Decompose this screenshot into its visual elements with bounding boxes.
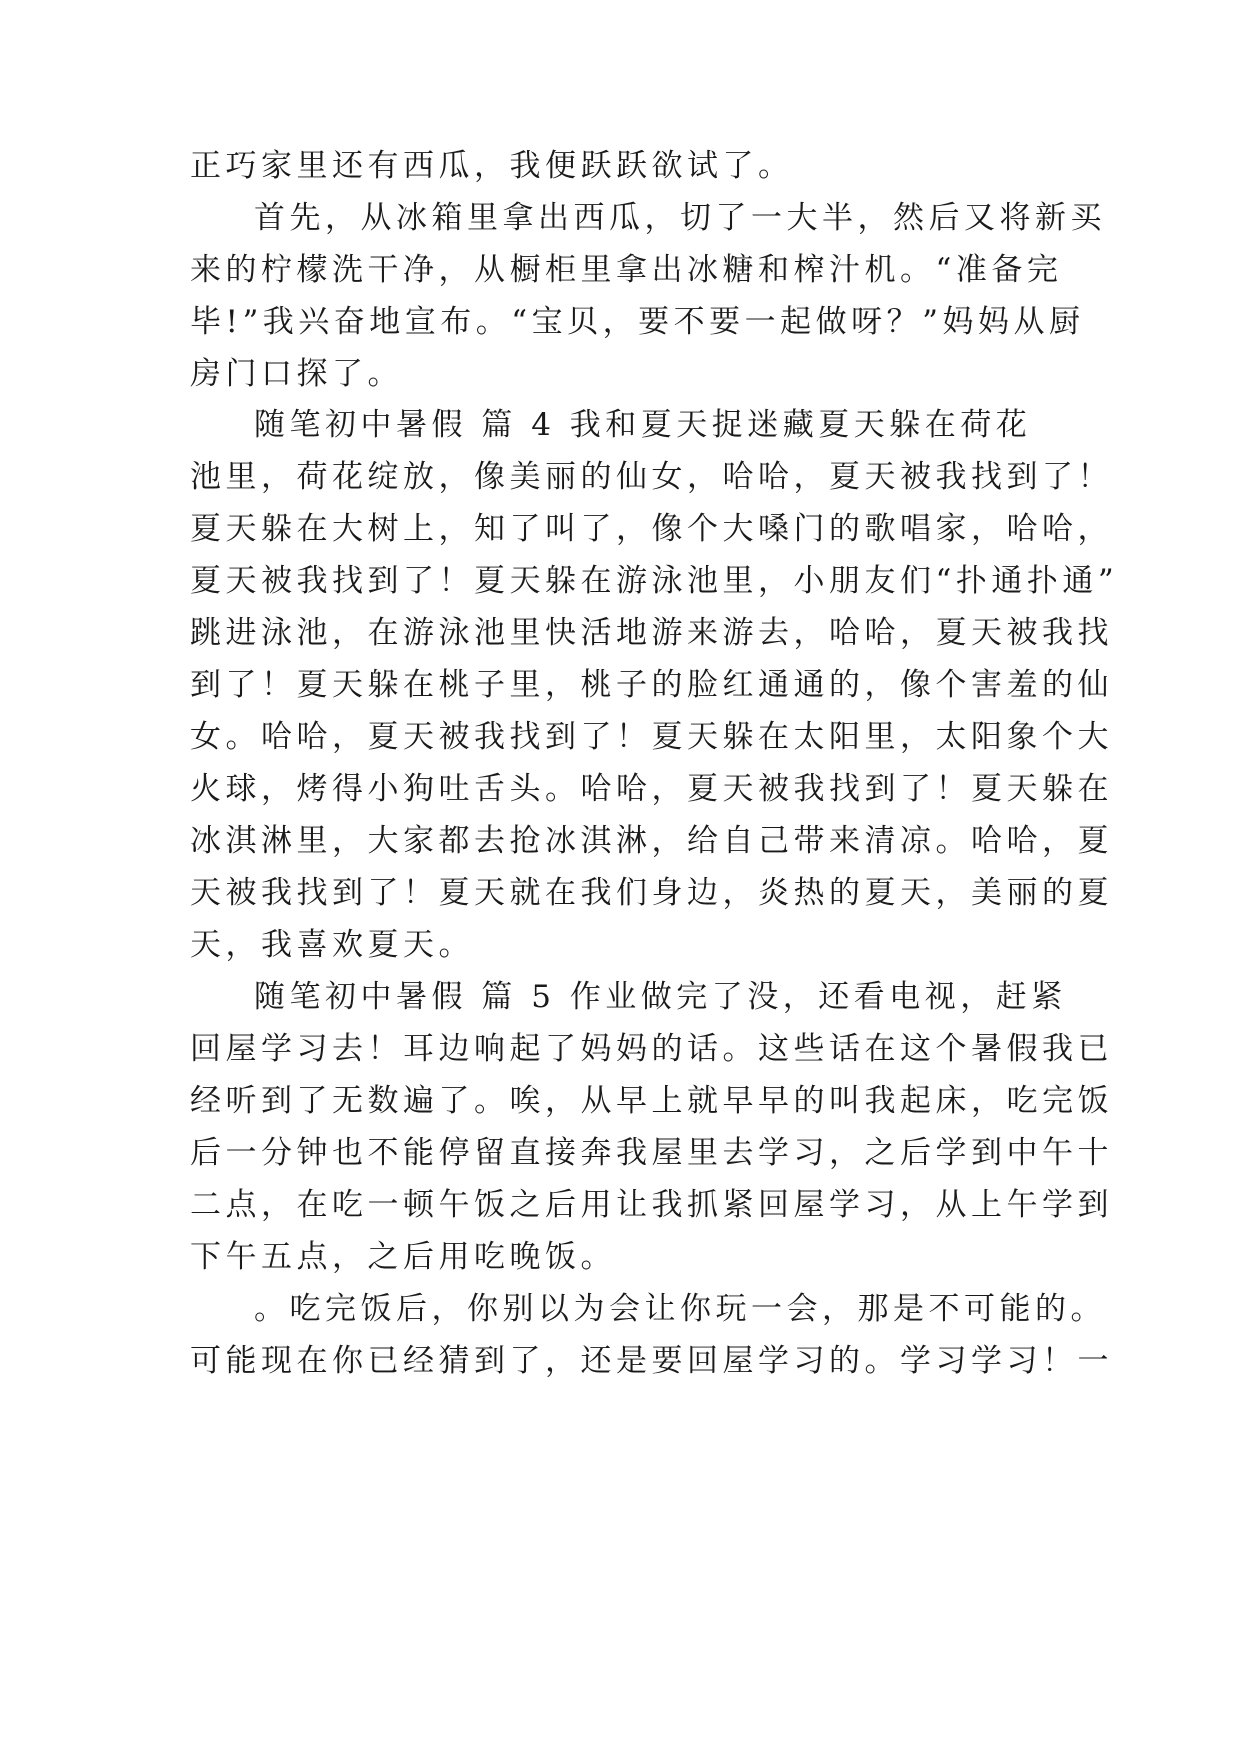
text-line: 房门口探了。 [190, 356, 403, 392]
text-line: 首先，从冰箱里拿出西瓜，切了一大半，然后又将新买 [254, 200, 1106, 236]
text-line: 天，我喜欢夏天。 [190, 927, 474, 963]
text-line: 女。哈哈，夏天被我找到了！夏天躲在太阳里，太阳象个大 [190, 719, 1113, 755]
text-line: 池里，荷花绽放，像美丽的仙女，哈哈，夏天被我找到了！ [190, 459, 1113, 495]
text-line: 夏天被我找到了！夏天躲在游泳池里，小朋友们“扑通扑通” [190, 563, 1119, 599]
text-line: 到了！夏天躲在桃子里，桃子的脸红通通的，像个害羞的仙 [190, 667, 1113, 703]
text-line: 冰淇淋里，大家都去抢冰淇淋，给自己带来清凉。哈哈，夏 [190, 823, 1113, 859]
text-line: 后一分钟也不能停留直接奔我屋里去学习，之后学到中午十 [190, 1135, 1113, 1171]
text-line: 火球，烤得小狗吐舌头。哈哈，夏天被我找到了！夏天躲在 [190, 771, 1113, 807]
text-line: 。吃完饭后，你别以为会让你玩一会，那是不可能的。 [254, 1291, 1106, 1327]
text-line: 天被我找到了！夏天就在我们身边，炎热的夏天，美丽的夏 [190, 875, 1113, 911]
text-line: 随笔初中暑假 篇 4 我和夏天捉迷藏夏天躲在荷花 [254, 407, 1032, 443]
text-line: 下午五点，之后用吃晚饭。 [190, 1239, 616, 1275]
text-line: 来的柠檬洗干净，从橱柜里拿出冰糖和榨汁机。“准备完 [190, 252, 1063, 288]
text-line: 二点，在吃一顿午饭之后用让我抓紧回屋学习，从上午学到 [190, 1187, 1113, 1223]
text-line: 回屋学习去！耳边响起了妈妈的话。这些话在这个暑假我已 [190, 1031, 1113, 1067]
text-line: 夏天躲在大树上，知了叫了，像个大嗓门的歌唱家，哈哈， [190, 511, 1113, 547]
text-line: 经听到了无数遍了。唉，从早上就早早的叫我起床，吃完饭 [190, 1083, 1113, 1119]
text-line: 随笔初中暑假 篇 5 作业做完了没，还看电视，赶紧 [254, 979, 1067, 1015]
text-line: 毕!”我兴奋地宣布。“宝贝，要不要一起做呀？”妈妈从厨 [190, 304, 1085, 340]
text-line: 可能现在你已经猜到了，还是要回屋学习的。学习学习！一 [190, 1343, 1113, 1379]
text-line: 正巧家里还有西瓜，我便跃跃欲试了。 [190, 148, 794, 184]
text-line: 跳进泳池，在游泳池里快活地游来游去，哈哈，夏天被我找 [190, 615, 1113, 651]
